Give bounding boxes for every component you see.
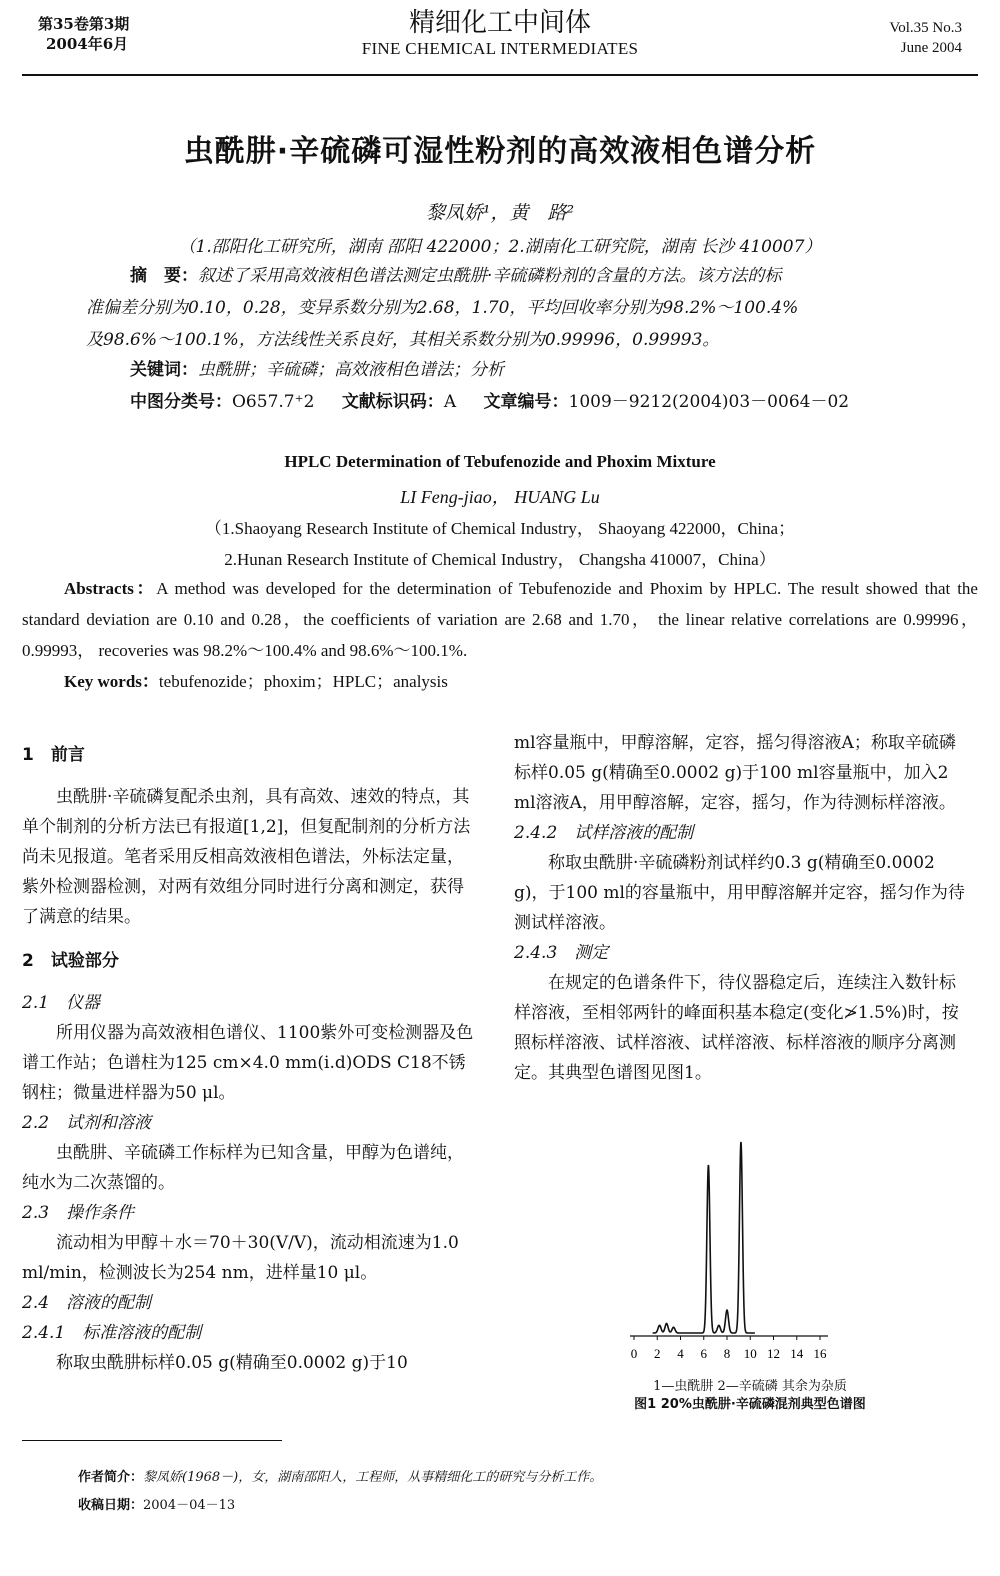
section-2-4-2-paragraph: 称取虫酰肼·辛硫磷粉剂试样约0.3 g(精确至0.0002 g)，于100 ml的容量瓶中，用甲醇溶解并定容，摇匀作为待测试样溶液。	[514, 853, 965, 933]
section-2-2-paragraph: 虫酰肼、辛硫磷工作标样为已知含量，甲醇为色谱纯，纯水为二次蒸馏的。	[22, 1143, 464, 1193]
article-title-en: HPLC Determination of Tebufenozide and Phoxim Mixture	[284, 452, 716, 471]
x-tick-label: 10	[743, 1346, 757, 1361]
section-2-4-title: 2.4 溶液的配制	[22, 1293, 152, 1313]
section-1-title: 1 前言	[22, 745, 85, 765]
body-left-column	[22, 740, 474, 1378]
figure-legend: 1—虫酰肼 2—辛硫磷 其余为杂质	[653, 1379, 847, 1394]
chromatogram-chart	[620, 1130, 860, 1365]
classification-line	[130, 386, 916, 418]
authors-cn: 黎凤娇¹，黄 路²	[425, 202, 575, 224]
abstract-cn-text-1: 叙述了采用高效液相色谱法测定虫酰肼·辛硫磷粉剂的含量的方法。该方法的标	[198, 266, 782, 286]
figure-caption: 图1 20%虫酰肼·辛硫磷混剂典型色谱图	[634, 1397, 866, 1412]
abstract-cn-label: 摘 要：	[130, 266, 198, 286]
footnote-received-text: 2004－04－13	[143, 1498, 236, 1513]
footnote-received-label: 收稿日期：	[78, 1498, 144, 1513]
doc-code-value: A	[443, 392, 457, 412]
header-issue-en	[889, 18, 962, 58]
section-2-4-1-paragraph: 称取虫酰肼标样0.05 g(精确至0.0002 g)于10	[56, 1353, 408, 1373]
journal-name-cn: 精细化工中间体	[408, 8, 591, 38]
journal-name-en: FINE CHEMICAL INTERMEDIATES	[361, 39, 639, 58]
x-tick-label: 6	[700, 1346, 707, 1361]
x-tick-label: 16	[813, 1346, 827, 1361]
journal-masthead	[0, 8, 1000, 60]
abstract-cn-line-3: 及98.6%～100.1%，方法线性关系良好，其相关系数分别为0.99996，0.99993。	[86, 330, 720, 350]
keywords-cn-text: 虫酰肼；辛硫磷；高效液相色谱法；分析	[198, 360, 504, 380]
section-2-1-title: 2.1 仪器	[22, 993, 101, 1013]
article-no-value: 1009－9212(2004)03－0064－02	[568, 392, 850, 412]
header-date-en: June 2004	[900, 40, 962, 56]
chart-axis	[630, 1336, 828, 1340]
doc-code-label: 文献标识码：	[341, 392, 444, 412]
chromatogram-trace	[653, 1142, 755, 1333]
footnote-received	[78, 1496, 235, 1516]
affiliation-en-1: （1.Shaoyang Research Institute of Chemical Industry， Shaoyang 422000，China；	[204, 519, 796, 538]
section-2-4-1-title: 2.4.1 标准溶液的配制	[22, 1323, 202, 1343]
footnote-author-text: 黎凤娇(1968－)，女，湖南邵阳人，工程师，从事精细化工的研究与分析工作。	[143, 1470, 603, 1485]
section-2-3-title: 2.3 操作条件	[22, 1203, 135, 1223]
section-2-4-1-continued: ml容量瓶中，甲醇溶解，定容，摇匀得溶液A；称取辛硫磷标样0.05 g(精确至0.0002 g)于100 ml容量瓶中，加入2 ml溶液A，用甲醇溶解，定容，摇匀，作为待测标样溶液。	[514, 733, 956, 813]
keywords-cn	[130, 354, 916, 386]
header-volume-en: Vol.35 No.3	[889, 20, 962, 36]
footnote-divider	[22, 1440, 282, 1441]
keywords-en-text: tebufenozide；phoxim；HPLC；analysis	[158, 672, 448, 691]
section-1-paragraph: 虫酰肼·辛硫磷复配杀虫剂，具有高效、速效的特点，其单个制剂的分析方法已有报道[1,2]，但复配制剂的分析方法尚未见报道。笔者采用反相高效液相色谱法，外标法定量，紫外检测器检测，对两有效组分同时进行分离和测定，获得了满意的结果。	[22, 787, 471, 927]
x-tick-label: 4	[677, 1346, 684, 1361]
section-2-4-3-paragraph: 在规定的色谱条件下，待仪器稳定后，连续注入数针标样溶液，至相邻两针的峰面积基本稳定(变化≯1.5%)时，按照标样溶液、试样溶液、试样溶液、标样溶液的顺序分离测定。其典型色谱图见图1。	[514, 973, 959, 1083]
keywords-en-label: Key words：	[64, 672, 159, 691]
x-tick-label: 0	[630, 1346, 638, 1361]
section-2-2-title: 2.2 试剂和溶液	[22, 1113, 152, 1133]
section-2-4-2-title: 2.4.2 试样溶液的配制	[514, 823, 694, 843]
section-2-3-paragraph: 流动相为甲醇＋水＝70＋30(V/V)，流动相流速为1.0 ml/min，检测波长为254 nm，进样量10 μl。	[22, 1233, 459, 1283]
body-right-column	[514, 728, 968, 1088]
keywords-cn-label: 关键词：	[130, 360, 198, 380]
footnote-author	[78, 1468, 602, 1488]
header-volume-cn: 第35卷第3期	[38, 15, 130, 33]
footnote-author-label: 作者简介：	[78, 1470, 144, 1485]
clc-label: 中图分类号：	[130, 392, 232, 412]
article-no-label: 文章编号：	[483, 392, 569, 412]
x-tick-label: 14	[790, 1346, 804, 1361]
section-2-1-paragraph: 所用仪器为高效液相色谱仪、1100紫外可变检测器及色谱工作站；色谱柱为125 cm×4.0 mm(i.d)ODS C18不锈钢柱；微量进样器为50 μl。	[22, 1023, 474, 1103]
abstract-en	[22, 573, 978, 697]
abstract-en-label: Abstracts：	[64, 579, 157, 598]
section-2-title: 2 试验部分	[22, 951, 119, 971]
x-tick-label: 8	[723, 1346, 731, 1361]
header-date-cn: 2004年6月	[46, 35, 129, 53]
x-tick-label: 2	[654, 1346, 661, 1361]
chart-tick-labels	[631, 1346, 827, 1361]
authors-en: LI Feng-jiao， HUANG Lu	[400, 487, 600, 507]
header-divider	[22, 74, 978, 76]
clc-value: O657.7⁺2	[232, 392, 315, 412]
affiliation-en-2: 2.Hunan Research Institute of Chemical Industry， Changsha 410007，China）	[224, 550, 776, 569]
x-tick-label: 12	[767, 1346, 780, 1361]
affiliations-cn: （1.邵阳化工研究所，湖南 邵阳 422000；2.湖南化工研究院，湖南 长沙 410007）	[178, 237, 822, 257]
article-title-cn: 虫酰肼·辛硫磷可湿性粉剂的高效液相色谱分析	[183, 134, 817, 169]
abstract-cn-line-1	[130, 260, 916, 292]
abstract-en-text: A method was developed for the determination of Tebufenozide and Phoxim by HPLC. The result showed that the standard deviation are 0.10 and 0.28，the coefficients of variation are 2.68 and 1.70， the linear relative correlations are 0.99996，0.99993， recoveries was 98.2%～100.4% and 98.6%～100.1%.	[22, 579, 978, 660]
abstract-cn-line-2: 准偏差分别为0.10，0.28，变异系数分别为2.68，1.70，平均回收率分别为98.2%～100.4%	[86, 298, 799, 318]
section-2-4-3-title: 2.4.3 测定	[514, 943, 609, 963]
